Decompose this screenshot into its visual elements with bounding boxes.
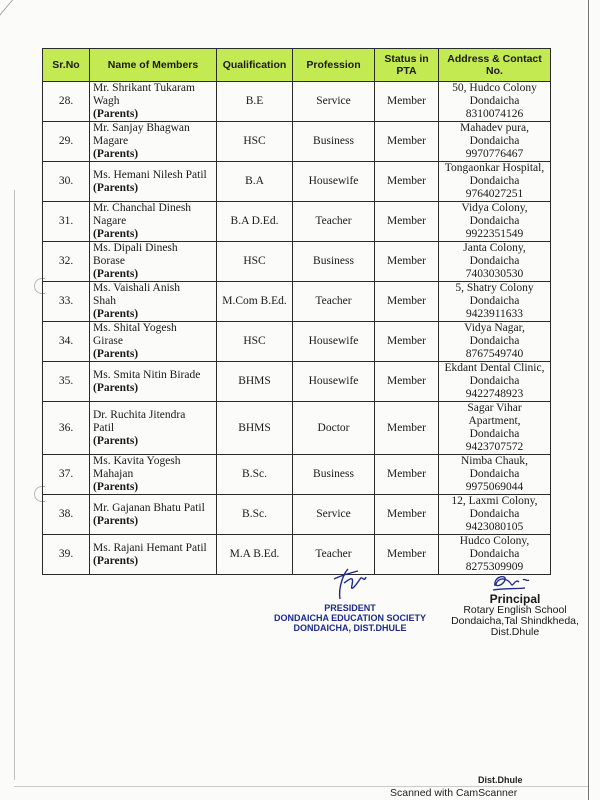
cell-qualification: BHMS: [217, 362, 293, 402]
cell-qualification: B.Sc.: [217, 455, 293, 495]
member-name-line: Wagh: [93, 95, 120, 107]
cell-address: [439, 282, 551, 322]
cell-profession: Business: [293, 122, 375, 162]
member-name-line: Girase: [93, 335, 124, 347]
principal-signature-mark: [485, 568, 545, 594]
address-line: Dondaicha: [469, 135, 520, 147]
address-line: Mahadev pura,: [460, 122, 529, 134]
address-line: Dondaicha: [469, 428, 520, 440]
address-line: Sagar Vihar: [467, 402, 522, 414]
table-row: [43, 282, 551, 322]
cell-sr-no: 35.: [43, 362, 90, 402]
address-line: 8310074126: [465, 108, 524, 120]
address-line: Dondaicha: [469, 95, 520, 107]
cell-profession: Teacher: [293, 282, 375, 322]
address-line: Dondaicha: [469, 255, 520, 267]
member-relation: (Parents): [93, 108, 139, 120]
member-relation: (Parents): [93, 148, 139, 160]
cell-name: [90, 202, 217, 242]
table-row: [43, 122, 551, 162]
address-line: Dondaicha: [469, 508, 520, 520]
member-name-line: Patil: [93, 421, 115, 434]
president-title: PRESIDENT: [324, 603, 376, 613]
cell-sr-no: 38.: [43, 495, 90, 535]
address-line: Apartment,: [468, 415, 521, 427]
cell-profession: Housewife: [293, 162, 375, 202]
cell-profession: Service: [293, 82, 375, 122]
address-line: 9423707572: [465, 441, 524, 453]
member-name-line: Borase: [93, 255, 125, 267]
table-row: [43, 82, 551, 122]
principal-title: Principal: [489, 592, 541, 606]
principal-signature-block: [440, 568, 590, 638]
header-name: Name of Members: [90, 49, 217, 82]
address-line: 12, Laxmi Colony,: [451, 495, 538, 507]
member-name-line: Mr. Gajanan Bhatu Patil: [93, 501, 205, 514]
principal-school: Rotary English School: [463, 604, 567, 616]
member-name-line: Ms. Hemani Nilesh Patil: [93, 168, 207, 181]
member-name-line: Mr. Chanchal Dinesh: [93, 202, 192, 214]
member-relation: (Parents): [93, 514, 139, 527]
address-line: Dondaicha: [469, 375, 520, 387]
footer-dist-fragment: Dist.Dhule: [478, 775, 523, 785]
member-relation: (Parents): [93, 434, 139, 447]
address-line: 9423911633: [465, 308, 524, 320]
cell-profession: Service: [293, 495, 375, 535]
cell-sr-no: 28.: [43, 82, 90, 122]
address-line: 7403030530: [465, 268, 524, 280]
camscanner-watermark: Scanned with CamScanner: [390, 787, 518, 799]
address-line: Dondaicha: [469, 295, 520, 307]
member-relation: (Parents): [93, 308, 139, 320]
address-line: 9975069044: [465, 481, 524, 493]
address-line: Dondaicha: [469, 215, 520, 227]
cell-profession: Teacher: [293, 202, 375, 242]
principal-district: Dist.Dhule: [490, 626, 540, 638]
cell-profession: Business: [293, 455, 375, 495]
member-relation: (Parents): [93, 228, 139, 240]
cell-status: Member: [375, 402, 439, 455]
cell-name: [90, 535, 217, 575]
member-name-line: Nagare: [93, 215, 127, 227]
member-relation: (Parents): [93, 481, 139, 493]
members-table: [42, 48, 551, 575]
cell-status: Member: [375, 282, 439, 322]
cell-qualification: B.A: [217, 162, 293, 202]
address-line: 8275309909: [465, 561, 524, 573]
president-location: DONDAICHA, DIST.DHULE: [293, 623, 407, 633]
address-line: 50, Hudco Colony: [452, 82, 537, 94]
cell-profession: Housewife: [293, 322, 375, 362]
scan-edge-left: [14, 190, 15, 780]
cell-profession: Teacher: [293, 535, 375, 575]
table-row: [43, 202, 551, 242]
address-line: Hudco Colony,: [459, 535, 530, 547]
cell-name: [90, 82, 217, 122]
cell-sr-no: 37.: [43, 455, 90, 495]
table-row: [43, 242, 551, 282]
table-row: [43, 402, 551, 455]
member-relation: (Parents): [93, 268, 139, 280]
member-name-line: Ms. Vaishali Anish: [93, 282, 181, 294]
cell-profession: Doctor: [293, 402, 375, 455]
address-line: Dondaicha: [469, 468, 520, 480]
member-name-line: Dr. Ruchita Jitendra: [93, 408, 186, 421]
cell-sr-no: 29.: [43, 122, 90, 162]
member-name-line: Magare: [93, 135, 129, 147]
cell-address: [439, 202, 551, 242]
cell-address: [439, 455, 551, 495]
member-name-line: Ms. Kavita Yogesh: [93, 455, 181, 467]
cell-profession: Business: [293, 242, 375, 282]
cell-address: [439, 402, 551, 455]
address-line: 9423080105: [465, 521, 524, 533]
cell-name: [90, 162, 217, 202]
address-line: 9764027251: [465, 188, 524, 200]
header-status: Status in PTA: [375, 49, 439, 82]
cell-name: [90, 362, 217, 402]
member-name-line: Mr. Sanjay Bhagwan: [93, 122, 190, 134]
table-row: [43, 362, 551, 402]
header-profession: Profession: [293, 49, 375, 82]
cell-qualification: B.E: [217, 82, 293, 122]
member-relation: (Parents): [93, 554, 139, 567]
address-line: Vidya Nagar,: [464, 322, 525, 334]
cell-qualification: M.A B.Ed.: [217, 535, 293, 575]
cell-address: [439, 362, 551, 402]
cell-status: Member: [375, 122, 439, 162]
cell-name: [90, 455, 217, 495]
member-relation: (Parents): [93, 348, 139, 360]
address-line: 9970776467: [465, 148, 524, 160]
cell-status: Member: [375, 162, 439, 202]
cell-status: Member: [375, 202, 439, 242]
cell-status: Member: [375, 242, 439, 282]
cell-profession: Housewife: [293, 362, 375, 402]
table-body: [43, 82, 551, 575]
cell-address: [439, 495, 551, 535]
cell-name: [90, 122, 217, 162]
table-row: [43, 322, 551, 362]
cell-qualification: M.Com B.Ed.: [217, 282, 293, 322]
cell-sr-no: 30.: [43, 162, 90, 202]
cell-sr-no: 32.: [43, 242, 90, 282]
cell-status: Member: [375, 362, 439, 402]
member-name-line: Ms. Dipali Dinesh: [93, 242, 178, 254]
table-row: [43, 162, 551, 202]
member-name-line: Mr. Shrikant Tukaram: [93, 82, 195, 94]
member-name-line: Ms. Smita Nitin Birade: [93, 368, 201, 381]
member-name-line: Shah: [93, 295, 116, 307]
cell-qualification: HSC: [217, 322, 293, 362]
scan-edge-right: [588, 0, 589, 800]
cell-address: [439, 162, 551, 202]
president-society: DONDAICHA EDUCATION SOCIETY: [273, 613, 426, 623]
president-signature-block: [265, 565, 435, 633]
address-line: Dondaicha: [469, 335, 520, 347]
address-line: Janta Colony,: [463, 242, 526, 254]
address-line: 9422748923: [465, 388, 524, 400]
address-line: Ekdant Dental Clinic,: [444, 362, 545, 374]
cell-qualification: HSC: [217, 242, 293, 282]
member-name-line: Mahajan: [93, 468, 134, 480]
cell-address: [439, 242, 551, 282]
cell-address: [439, 82, 551, 122]
cell-address: [439, 322, 551, 362]
cell-status: Member: [375, 535, 439, 575]
address-line: Dondaicha: [469, 175, 520, 187]
member-name-line: Ms. Shital Yogesh: [93, 322, 177, 334]
address-line: Nimba Chauk,: [460, 455, 529, 467]
cell-qualification: B.Sc.: [217, 495, 293, 535]
header-sr-no: Sr.No: [43, 49, 90, 82]
address-line: Dondaicha: [469, 548, 520, 560]
cell-qualification: B.A D.Ed.: [217, 202, 293, 242]
cell-address: [439, 122, 551, 162]
cell-sr-no: 33.: [43, 282, 90, 322]
cell-status: Member: [375, 455, 439, 495]
cell-sr-no: 31.: [43, 202, 90, 242]
cell-name: [90, 402, 217, 455]
member-name-line: Ms. Rajani Hemant Patil: [93, 541, 207, 554]
principal-location: Dondaicha,Tal Shindkheda,: [451, 615, 579, 627]
cell-status: Member: [375, 322, 439, 362]
cell-sr-no: 36.: [43, 402, 90, 455]
cell-status: Member: [375, 495, 439, 535]
cell-status: Member: [375, 82, 439, 122]
address-line: 5, Shatry Colony: [455, 282, 534, 294]
address-line: 8767549740: [465, 348, 524, 360]
cell-qualification: BHMS: [217, 402, 293, 455]
cell-qualification: HSC: [217, 122, 293, 162]
table-header-row: [43, 49, 551, 82]
cell-sr-no: 34.: [43, 322, 90, 362]
cell-name: [90, 495, 217, 535]
table-row: [43, 495, 551, 535]
address-line: 9922351549: [465, 228, 524, 240]
header-qualification: Qualification: [217, 49, 293, 82]
table-row: [43, 455, 551, 495]
header-address: Address & Contact No.: [439, 49, 551, 82]
address-line: Vidya Colony,: [461, 202, 528, 214]
cell-name: [90, 322, 217, 362]
address-line: Tongaonkar Hospital,: [444, 162, 545, 174]
cell-name: [90, 282, 217, 322]
cell-sr-no: 39.: [43, 535, 90, 575]
member-relation: (Parents): [93, 381, 139, 394]
cell-name: [90, 242, 217, 282]
scan-edge-mark: [0, 0, 13, 60]
member-relation: (Parents): [93, 181, 139, 194]
president-signature-mark: [320, 565, 380, 603]
